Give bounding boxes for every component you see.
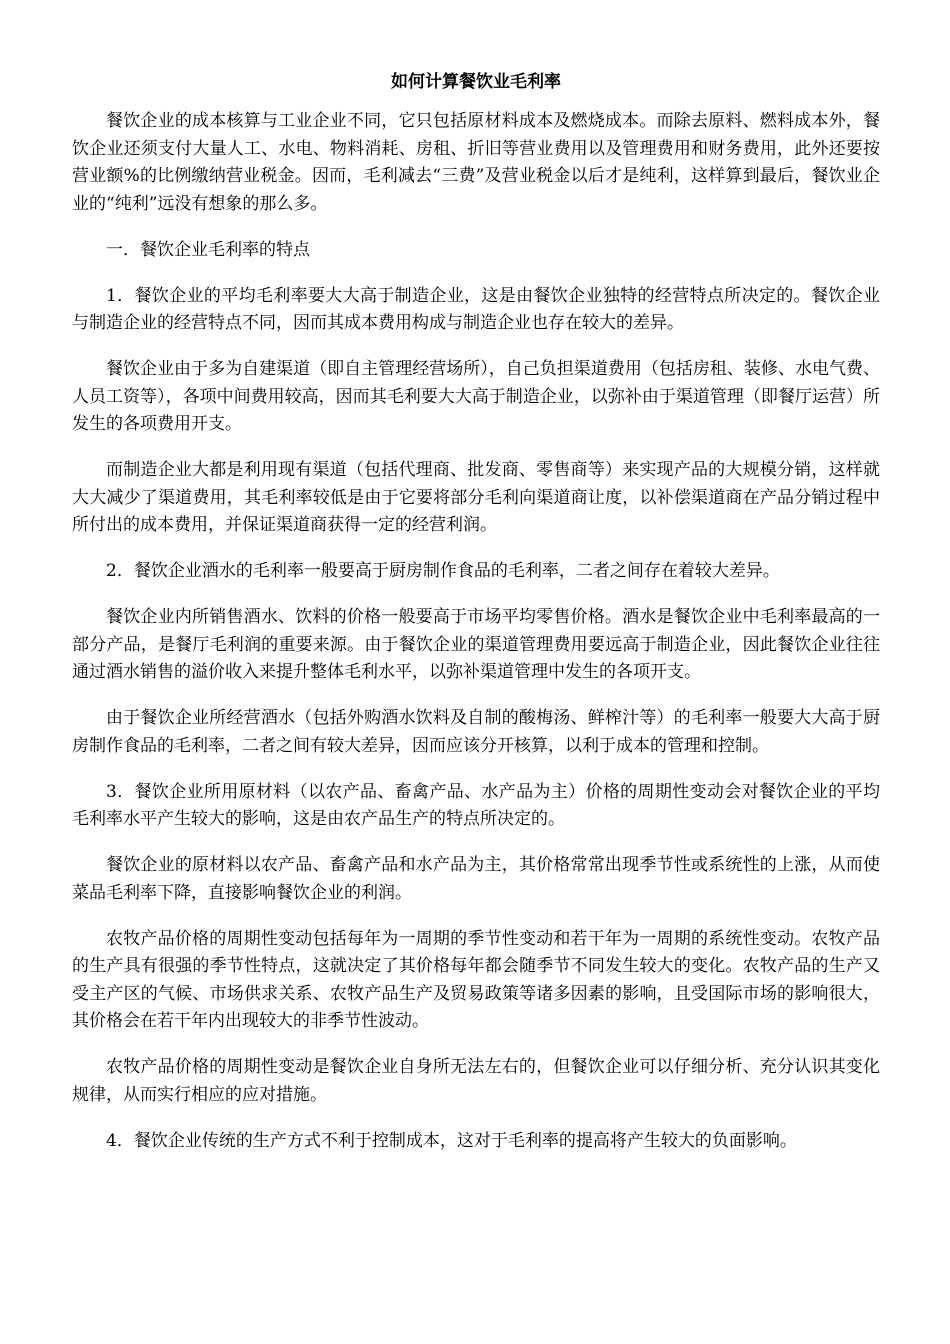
paragraph-point-3: 3．餐饮企业所用原材料（以农产品、畜禽产品、水产品为主）价格的周期性变动会对餐饮企业的平均毛利率水平产生较大的影响，这是由农产品生产的特点所决定的。 [72, 781, 880, 829]
paragraph-raw-materials: 餐饮企业的原材料以农产品、畜禽产品和水产品为主，其价格常常出现季节性或系统性的上涨，从而使菜品毛利率下降，直接影响餐饮企业的利润。 [72, 855, 880, 903]
paragraph-point-2: 2．餐饮企业酒水的毛利率一般要高于厨房制作食品的毛利率，二者之间存在着较大差异。 [106, 561, 780, 581]
paragraph-channel: 餐饮企业由于多为自建渠道（即自主管理经营场所），自己负担渠道费用（包括房租、装修、水电气费、人员工资等），各项中间费用较高，因而其毛利要大大高于制造企业，以弥补由于渠道管理（即餐厅运营）所发生的各项费用开支。 [72, 359, 880, 434]
document-page [72, 70, 880, 1174]
document-title: 如何计算餐饮业毛利率 [391, 72, 561, 92]
paragraph-point-1: 1．餐饮企业的平均毛利率要大大高于制造企业，这是由餐饮企业独特的经营特点所决定的。餐饮企业与制造企业的经营特点不同，因而其成本费用构成与制造企业也存在较大的差异。 [72, 285, 880, 333]
paragraph-manufacturing: 而制造企业大都是利用现有渠道（包括代理商、批发商、零售商等）来实现产品的大规模分销，这样就大大减少了渠道费用，其毛利率较低是由于它要将部分毛利向渠道商让度，以补偿渠道商在产品分销过程中所付出的成本费用，并保证渠道商获得一定的经营利润。 [72, 460, 880, 535]
paragraph-countermeasures: 农牧产品价格的周期性变动是餐饮企业自身所无法左右的，但餐饮企业可以仔细分析、充分认识其变化规律，从而实行相应的应对措施。 [72, 1057, 880, 1105]
paragraph-price-cycles: 农牧产品价格的周期性变动包括每年为一周期的季节性变动和若干年为一周期的系统性变动。农牧产品的生产具有很强的季节性特点，这就决定了其价格每年都会随季节不同发生较大的变化。农牧产品的生产又受主产区的气候、市场供求关系、农牧产品生产及贸易政策等诸多因素的影响，且受国际市场的影响很大，其价格会在若干年内出现较大的非季节性波动。 [72, 928, 880, 1031]
section-heading-1: 一．餐饮企业毛利率的特点 [106, 239, 310, 260]
paragraph-beverage-price: 餐饮企业内所销售酒水、饮料的价格一般要高于市场平均零售价格。酒水是餐饮企业中毛利率最高的一部分产品，是餐厅毛利润的重要来源。由于餐饮企业的渠道管理费用要远高于制造企业，因此餐饮企业往往通过酒水销售的溢价收入来提升整体毛利水平，以弥补渠道管理中发生的各项开支。 [72, 607, 880, 682]
paragraph-point-4: 4．餐饮企业传统的生产方式不利于控制成本，这对于毛利率的提高将产生较大的负面影响。 [106, 1130, 797, 1151]
paragraph-beverage-accounting: 由于餐饮企业所经营酒水（包括外购酒水饮料及自制的酸梅汤、鲜榨汁等）的毛利率一般要大大高于厨房制作食品的毛利率，二者之间有较大差异，因而应该分开核算，以利于成本的管理和控制。 [72, 708, 880, 756]
paragraph-intro: 餐饮企业的成本核算与工业企业不同，它只包括原材料成本及燃烧成本。而除去原料、燃料成本外，餐饮企业还须支付大量人工、水电、物料消耗、房租、折旧等营业费用以及管理费用和财务费用，此外还要按营业额%的比例缴纳营业税金。因而，毛利减去“三费”及营业税金以后才是纯利，这样算到最后，餐饮业企业的“纯利”远没有想象的那么多。 [72, 111, 880, 214]
